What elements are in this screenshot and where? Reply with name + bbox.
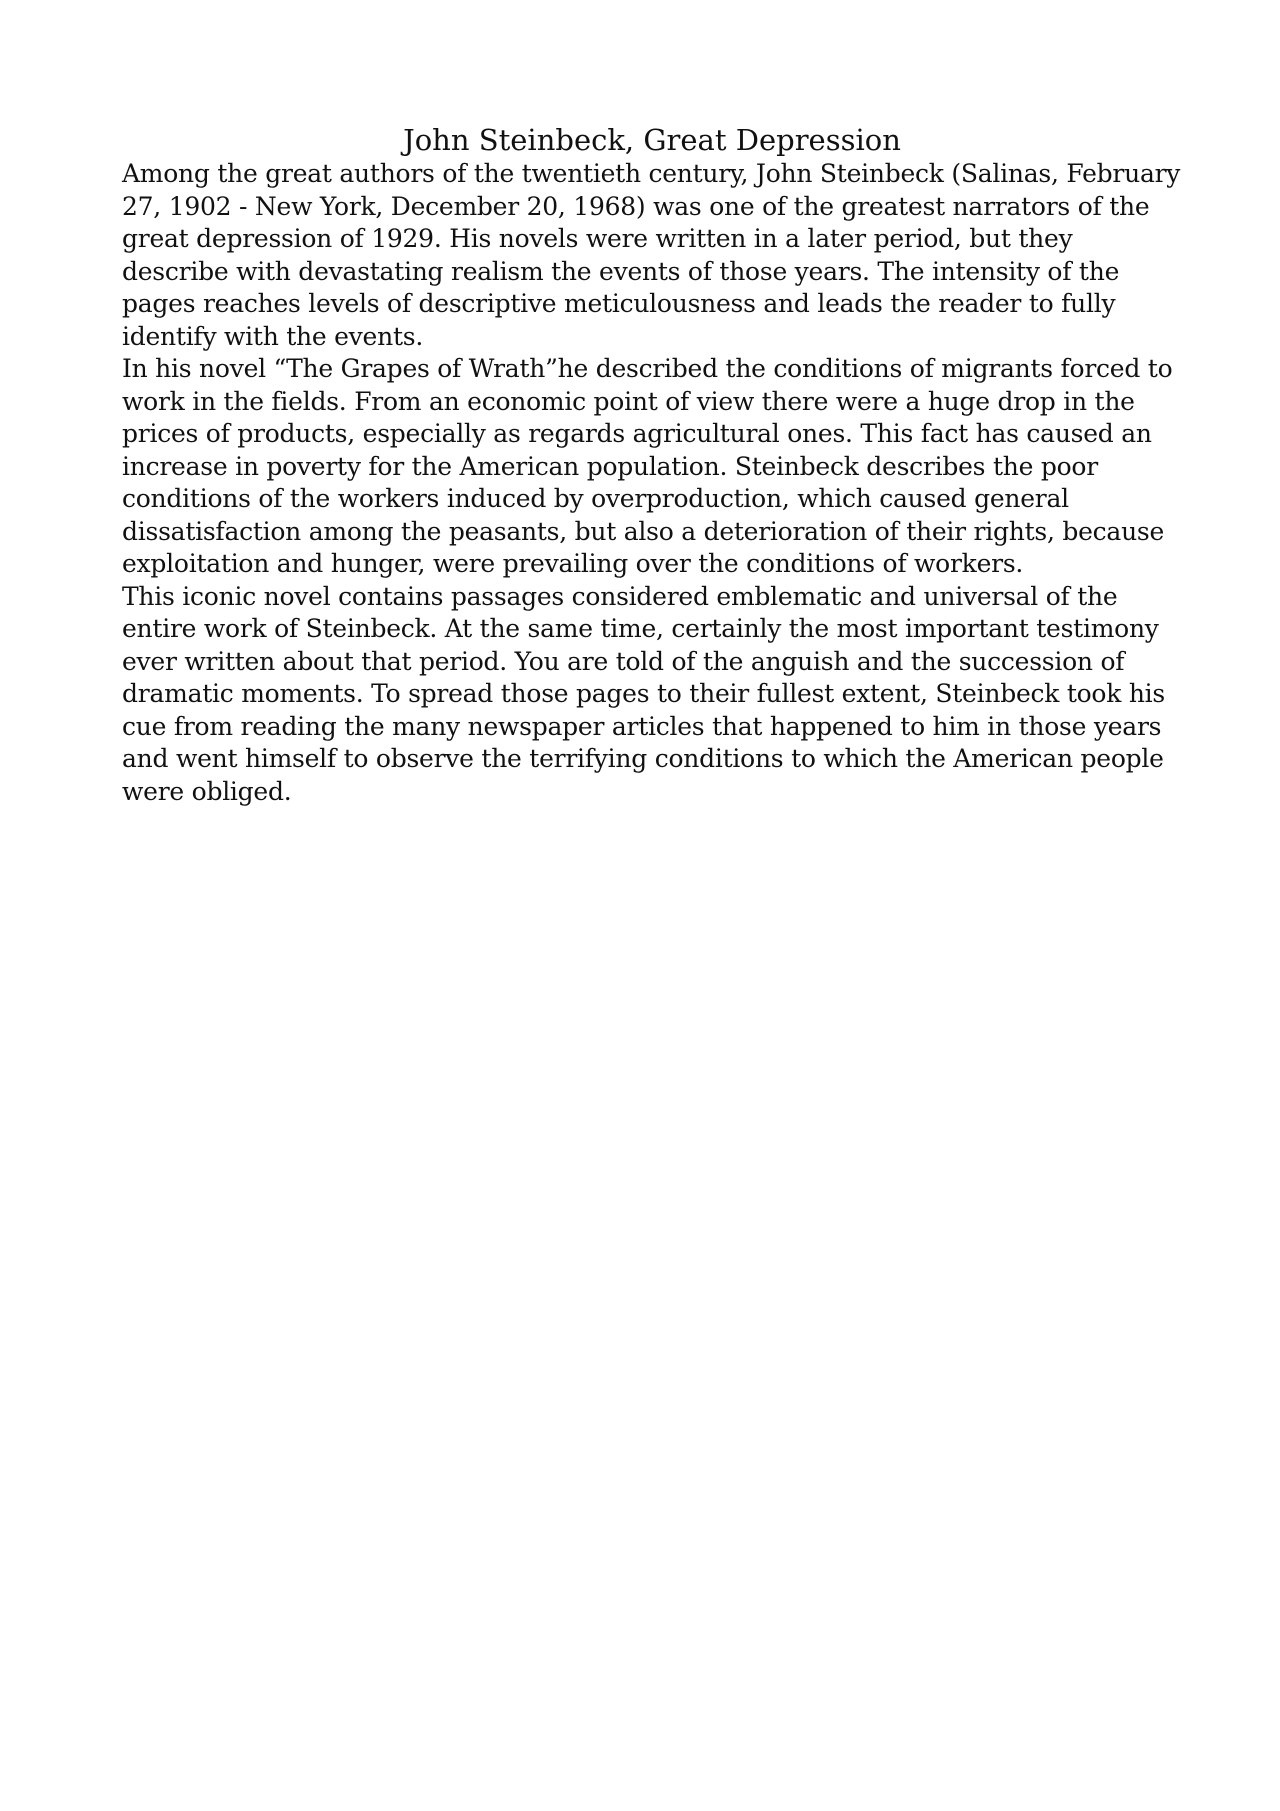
document-body [122,122,1182,808]
paragraph-3: This iconic novel contains passages considered emblematic and universal of the entire work of Steinbeck. At the same time, certainly the most important testimony ever written about that period. You are told of the anguish and the succession of dramatic moments. To spread those pages to their fullest extent, Steinbeck took his cue from reading the many newspaper articles that happened to him in those years and went himself to observe the terrifying conditions to which the American people were obliged. [122,581,1166,806]
paragraph-1: Among the great authors of the twentieth century, John Steinbeck (Salinas, February 27, 1902 - New York, December 20, 1968) was one of the greatest narrators of the great depression of 1929. His novels were written in a later period, but they describe with devastating realism the events of those years. The intensity of the pages reaches levels of descriptive meticulousness and leads the reader to fully identify with the events. [122,159,1181,351]
document-title: John Steinbeck, Great Depression [403,123,901,157]
paragraph-2: In his novel “The Grapes of Wrath”he described the conditions of migrants forced to work in the fields. From an economic point of view there were a huge drop in the prices of products, especially as regards agricultural ones. This fact has caused an increase in poverty for the American population. Steinbeck describes the poor conditions of the workers induced by overproduction, which caused general dissatisfaction among the peasants, but also a deterioration of their rights, because exploitation and hunger, were prevailing over the conditions of workers. [122,354,1173,578]
